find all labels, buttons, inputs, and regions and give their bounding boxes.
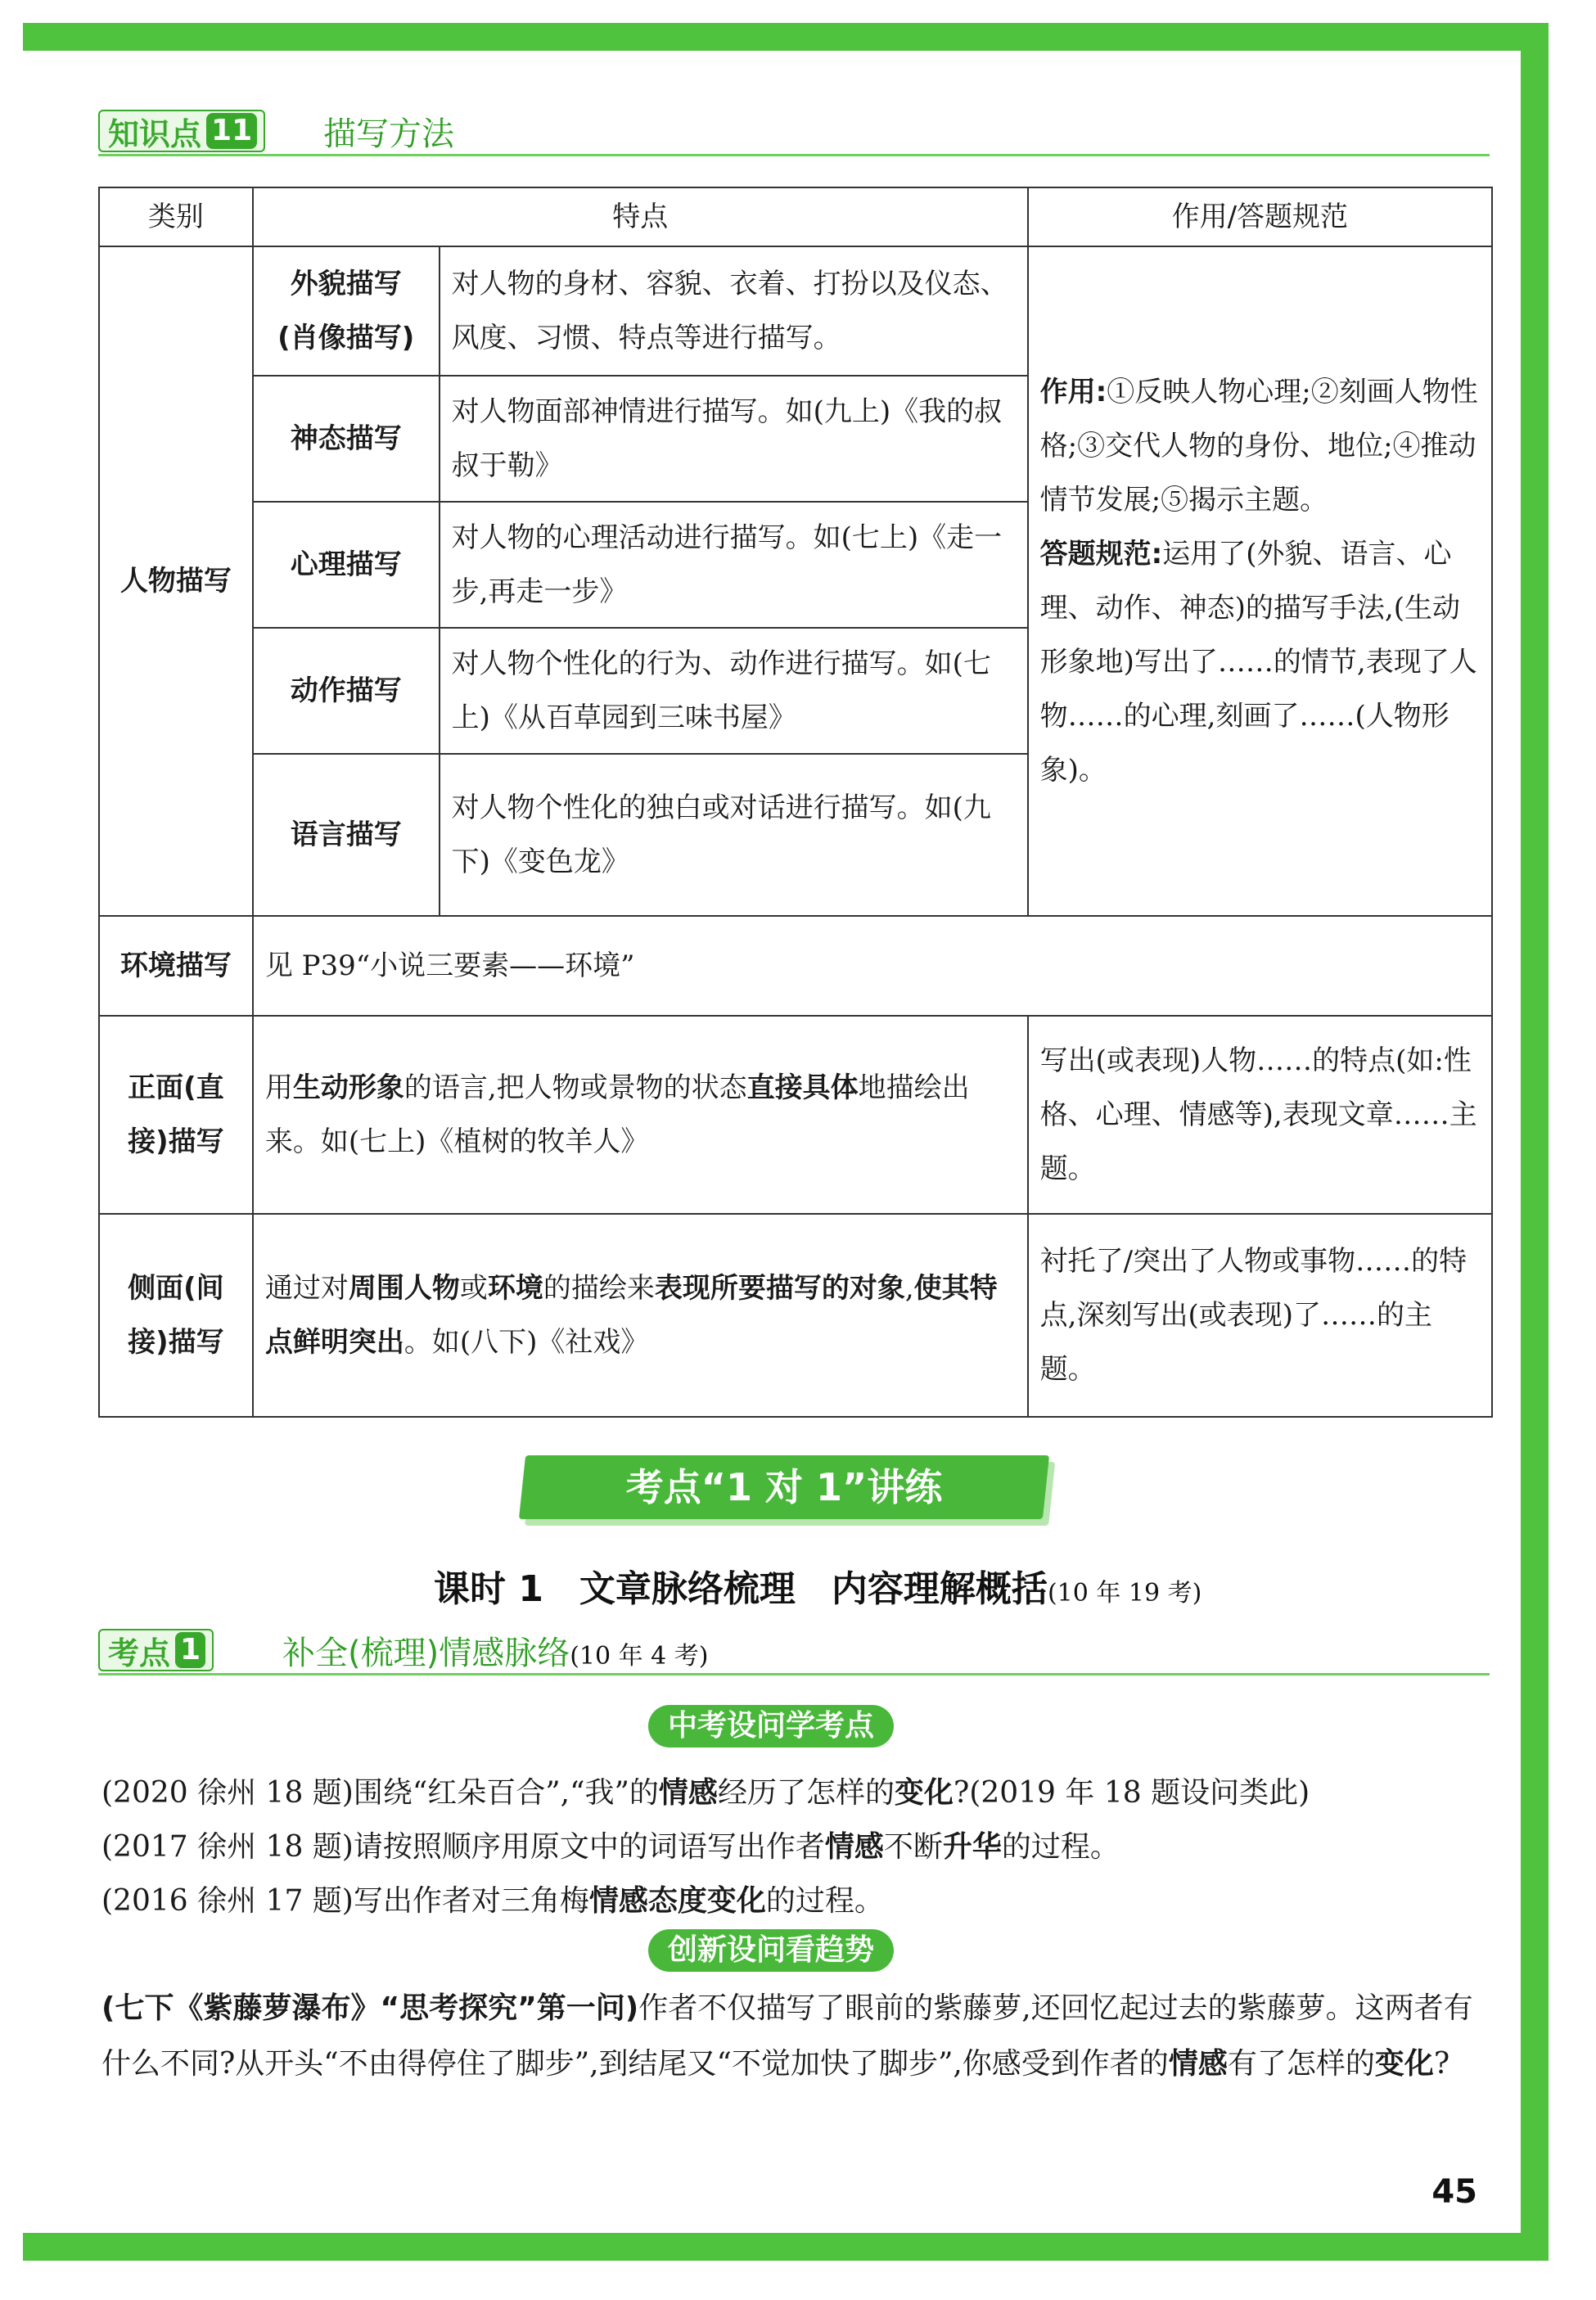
table-row — [99, 246, 1492, 376]
text-environment: 见 P39“小说三要素——环境” — [253, 916, 1492, 1016]
page-frame-bottom — [23, 2233, 1549, 2261]
use-direct: 写出(或表现)人物……的特点(如:性格、心理、情感等),表现文章……主题。 — [1028, 1016, 1492, 1214]
text-expression: 对人物面部神情进行描写。如(九上)《我的叔叔于勒》 — [440, 376, 1028, 502]
knowledge-point-title: 描写方法 — [323, 115, 454, 153]
kaodian-tag-label: 考点 — [108, 1635, 171, 1671]
sub-expression: 神态描写 — [253, 376, 440, 502]
category-indirect: 侧面(间接)描写 — [99, 1214, 253, 1417]
table-row — [99, 1214, 1492, 1417]
lesson-note: (10 年 19 考) — [1047, 1579, 1202, 1608]
text-appearance: 对人物的身材、容貌、衣着、打扮以及仪态、风度、习惯、特点等进行描写。 — [440, 246, 1028, 376]
use-indirect: 衬托了/突出了人物或事物……的特点,深刻写出(或表现)了……的主题。 — [1028, 1214, 1492, 1417]
header-feature: 特点 — [253, 187, 1028, 246]
text-action: 对人物个性化的行为、动作进行描写。如(七上)《从百草园到三味书屋》 — [440, 628, 1028, 754]
pill-exam-questions: 中考设问学考点 — [648, 1705, 894, 1748]
table-header-row — [99, 187, 1492, 246]
page-number: 45 — [1431, 2173, 1477, 2211]
sub-action: 动作描写 — [253, 628, 440, 754]
kaodian-title: 补全(梳理)情感脉络(10 年 4 考) — [282, 1635, 709, 1672]
text-psychology: 对人物的心理活动进行描写。如(七上)《走一步,再走一步》 — [440, 502, 1028, 628]
norm-text: 运用了(外貌、语言、心理、动作、神态)的描写手法,(生动形象地)写出了……的情节,表现了人物……的心理,刻画了……(人物形象)。 — [1039, 538, 1477, 787]
sub-psychology: 心理描写 — [253, 502, 440, 628]
header-category: 类别 — [99, 187, 253, 246]
header-use: 作用/答题规范 — [1028, 187, 1492, 246]
kaodian-header — [98, 1627, 1490, 1675]
category-person: 人物描写 — [99, 246, 253, 916]
knowledge-point-tag — [98, 110, 265, 152]
use-label: 作用: — [1039, 376, 1107, 408]
text-language: 对人物个性化的独白或对话进行描写。如(九下)《变色龙》 — [440, 754, 1028, 916]
description-methods-table — [98, 187, 1493, 1418]
kaodian-tag — [98, 1629, 214, 1671]
lesson-title — [434, 1559, 1202, 1612]
use-text: ①反映人物心理;②刻画人物性格;③交代人物的身份、地位;④推动情节发展;⑤揭示主题。 — [1039, 376, 1478, 516]
question-item: (2017 徐州 18 题)请按照顺序用原文中的词语写出作者情感不断升华的过程。 — [101, 1830, 1120, 1864]
question-item: (2020 徐州 18 题)围绕“红朵百合”,“我”的情感经历了怎样的变化?(2019 年 18 题设问类此) — [101, 1776, 1310, 1810]
knowledge-point-tag-label: 知识点 — [108, 115, 202, 152]
norm-label: 答题规范: — [1039, 538, 1163, 570]
category-environment: 环境描写 — [99, 916, 253, 1016]
section-banner: 考点“1 对 1”讲练 — [625, 1465, 943, 1509]
table-row — [99, 1016, 1492, 1214]
page-frame-right — [1521, 23, 1549, 2261]
sub-language: 语言描写 — [253, 754, 440, 916]
knowledge-point-header — [98, 105, 1490, 156]
category-direct: 正面(直接)描写 — [99, 1016, 253, 1214]
lesson-title-text: 课时 1 文章脉络梳理 内容理解概括 — [434, 1568, 1048, 1610]
innovation-question: (七下《紫藤萝瀑布》“思考探究”第一问)作者不仅描写了眼前的紫藤萝,还回忆起过去的紫藤萝。这两者有什么不同?从开头“不由得停住了脚步”,到结尾又“不觉加快了脚步”,你感受到作者的情感有了怎样的变化? — [101, 1991, 1473, 2081]
kaodian-number: 1 — [175, 1632, 205, 1668]
page-frame-top — [23, 23, 1549, 51]
sub-appearance: 外貌描写 (肖像描写) — [253, 246, 440, 376]
pill-innovation: 创新设问看趋势 — [648, 1929, 894, 1972]
table-row — [99, 916, 1492, 1016]
text-indirect: 通过对周围人物或环境的描绘来表现所要描写的对象,使其特点鲜明突出。如(八下)《社戏》 — [253, 1214, 1028, 1417]
knowledge-point-number: 11 — [206, 113, 257, 149]
question-item: (2016 徐州 17 题)写出作者对三角梅情感态度变化的过程。 — [101, 1884, 884, 1918]
text-direct: 用生动形象的语言,把人物或景物的状态直接具体地描绘出来。如(七上)《植树的牧羊人》 — [253, 1016, 1028, 1214]
person-use-cell — [1028, 246, 1492, 916]
